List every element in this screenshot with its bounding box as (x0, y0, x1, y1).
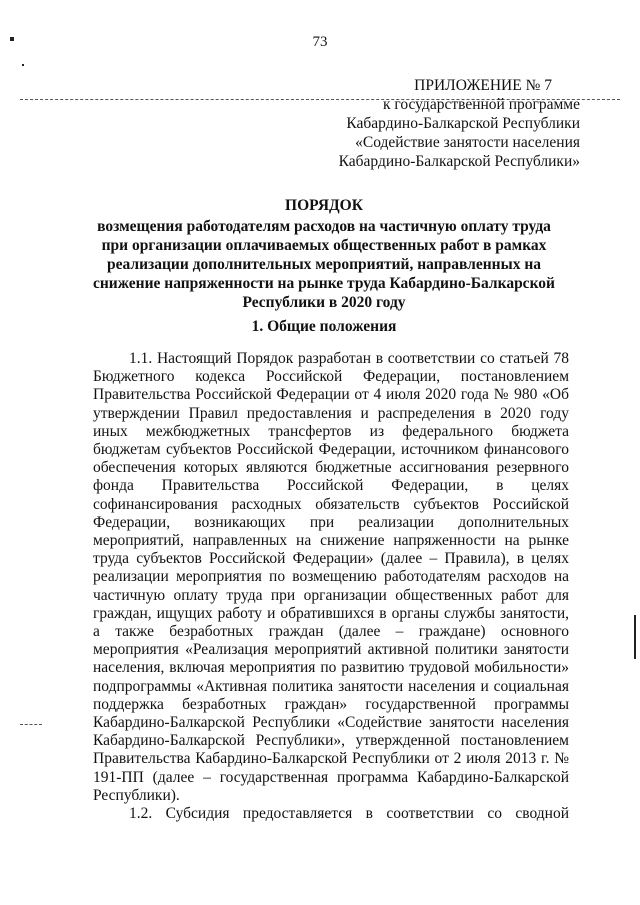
paragraph-1-1: 1.1. Настоящий Порядок разработан в соответствии со статьей 78 Бюджетного кодекса Российской Федерации, постановлением Правительства Российской Федерации от 4 июля 2020 года № 980 «Об утверждении Правил предоставления и распределения в 2020 году иных межбюджетных трансфертов из федерального бюджета бюджетам субъектов Российской Федерации, источником финансового обеспечения которых являются бюджетные ассигнования резервного фонда Правительства Российской Федерации, в целях софинансирования расходных обязательств субъектов Российской Федерации, возникающих при реализации дополнительных мероприятий, направленных на снижение напряженности на рынке труда субъектов Российской Федерации» (далее – Правила), в целях реализации мероприятия по возмещению работодателям расходов на частичную оплату труда при организации общественных работ для граждан, ищущих работу и обратившихся в органы службы занятости, а также безработных граждан (далее – граждане) основного мероприятия «Реализация мероприятий активной политики занятости населения, включая мероприятия по развитию трудовой мобильности» подпрограммы «Активная политика занятости населения и социальная поддержка безработных граждан» государственной программы Кабардино-Балкарской Республики «Содействие занятости населения Кабардино-Балкарской Республики», утвержденной постановлением Правительства Кабардино-Балкарской Республики от 2 июля 2013 г. № 191-ПП (далее – государственная программа Кабардино-Балкарской Республики). (93, 350, 569, 804)
appendix-title: ПРИЛОЖЕНИЕ № 7 (414, 77, 552, 94)
paragraph-1-2: 1.2. Субсидия предоставляется в соответствии со сводной (129, 805, 569, 823)
document-body (93, 350, 569, 823)
scan-dash-line (20, 724, 42, 725)
scan-mark (22, 64, 24, 66)
appendix-line: Кабардино-Балкарской Республики» (338, 153, 580, 170)
appendix-header (300, 76, 580, 171)
appendix-line: Кабардино-Балкарской Республики (346, 115, 580, 132)
page-number: 73 (312, 34, 328, 50)
scan-mark (634, 615, 636, 659)
scan-mark (10, 37, 14, 41)
document-subtitle: возмещения работодателям расходов на частичную оплату труда при организации оплачиваемых общественных работ в рамках реализации дополнительных мероприятий, направленных на снижение напряженности на рынке труда Кабардино-Балкарской Республики в 2020 году (93, 218, 555, 311)
appendix-line: к государственной программе (382, 96, 580, 113)
appendix-line: «Содействие занятости населения (355, 134, 580, 151)
section-title: 1. Общие положения (251, 318, 397, 335)
document-title: ПОРЯДОК (285, 197, 363, 214)
document-title-block (86, 196, 562, 312)
